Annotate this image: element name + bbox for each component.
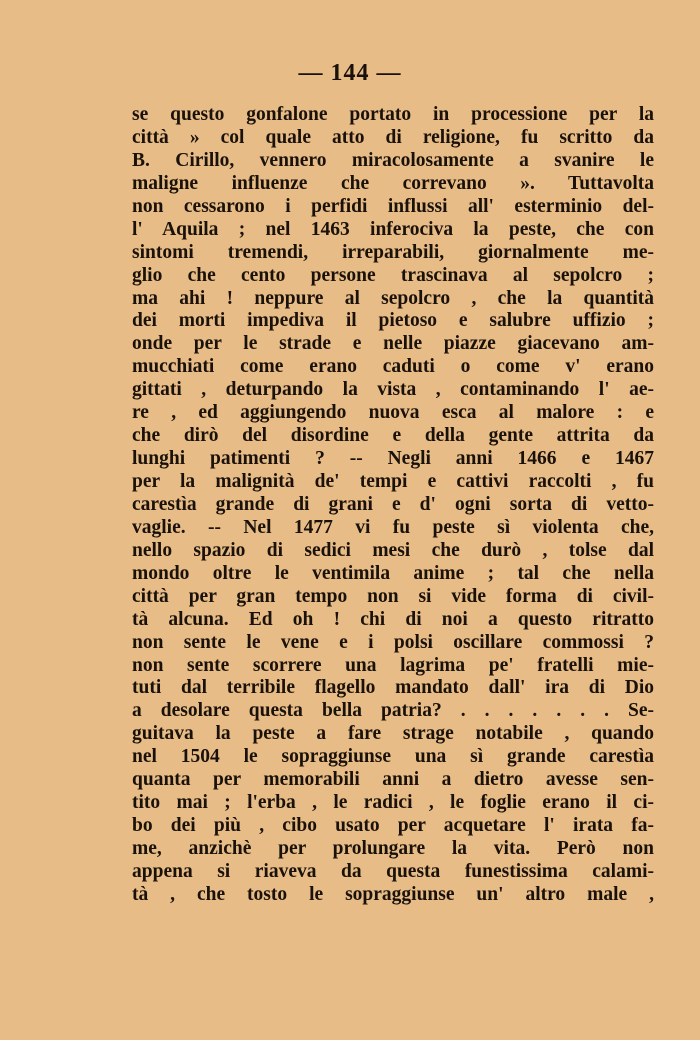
text-line: gittati , deturpando la vista , contaminando l' ae- <box>132 379 654 401</box>
text-line: l' Aquila ; nel 1463 inferociva la peste, che con <box>132 218 654 240</box>
text-line: a desolare questa bella patria? . . . . . . . Se- <box>132 700 654 722</box>
text-line: città per gran tempo non si vide forma di civil- <box>132 585 654 607</box>
text-line: appena si riaveva da questa funestissima calami- <box>132 860 654 882</box>
text-line: carestìa grande di grani e d' ogni sorta di vetto- <box>132 493 654 515</box>
text-line: mondo oltre le ventimila anime ; tal che nella <box>132 562 654 584</box>
text-line: B. Cirillo, vennero miracolosamente a svanire le <box>132 149 654 171</box>
body-text <box>132 104 654 907</box>
text-line: nello spazio di sedici mesi che durò , tolse dal <box>132 539 654 561</box>
text-line: vaglie. -- Nel 1477 vi fu peste sì violenta che, <box>132 516 654 538</box>
text-line: sintomi tremendi, irreparabili, giornalmente me- <box>132 241 654 263</box>
text-line: tuti dal terribile flagello mandato dall' ira di Dio <box>132 677 654 699</box>
text-line: onde per le strade e nelle piazze giacevano am- <box>132 333 654 355</box>
text-line: città » col quale atto di religione, fu scritto da <box>132 126 654 148</box>
text-line: non cessarono i perfidi influssi all' esterminio del- <box>132 195 654 217</box>
text-line: mucchiati come erano caduti o come v' erano <box>132 356 654 378</box>
text-line: non sente le vene e i polsi oscillare commossi ? <box>132 631 654 653</box>
text-line: tà alcuna. Ed oh ! chi di noi a questo ritratto <box>132 608 654 630</box>
text-line: dei morti impediva il pietoso e salubre uffizio ; <box>132 310 654 332</box>
text-line: ma ahi ! neppure al sepolcro , che la quantità <box>132 287 654 309</box>
text-line: tito mai ; l'erba , le radici , le foglie erano il ci- <box>132 792 654 814</box>
text-line: nel 1504 le sopraggiunse una sì grande carestìa <box>132 746 654 768</box>
text-line: me, anzichè per prolungare la vita. Però non <box>132 838 654 859</box>
text-line: re , ed aggiungendo nuova esca al malore : e <box>132 402 654 424</box>
text-line: se questo gonfalone portato in processione per la <box>132 104 654 125</box>
page-number: — 144 — <box>298 60 402 86</box>
text-line: non sente scorrere una lagrima pe' fratelli mie- <box>132 654 654 676</box>
text-line: tà , che tosto le sopraggiunse un' altro male , <box>132 883 654 905</box>
text-line: maligne influenze che correvano ». Tuttavolta <box>132 172 654 194</box>
text-line: che dirò del disordine e della gente attrita da <box>132 425 654 447</box>
text-line: quanta per memorabili anni a dietro avesse sen- <box>132 769 654 791</box>
text-line: lunghi patimenti ? -- Negli anni 1466 e 1467 <box>132 448 654 470</box>
text-line: per la malignità de' tempi e cattivi raccolti , fu <box>132 471 654 492</box>
text-line: bo dei più , cibo usato per acquetare l' irata fa- <box>132 815 654 837</box>
text-line: guitava la peste a fare strage notabile , quando <box>132 723 654 745</box>
text-line: glio che cento persone trascinava al sepolcro ; <box>132 264 654 286</box>
